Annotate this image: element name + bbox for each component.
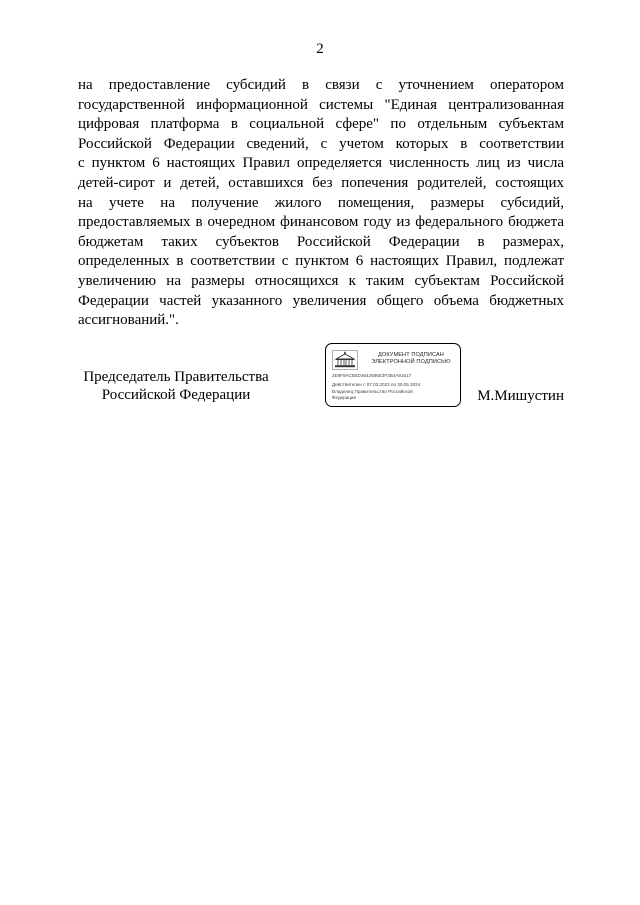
body-line: предоставляемых в очередном финансовом году из федерального бюджета [78,214,564,231]
body-line: на учете на получение жилого помещения, размеры субсидий, [78,194,564,211]
stamp-heading [364,352,458,366]
body-line: на предоставление субсидий в связи с уточнением оператором [78,77,564,93]
body-line: цифровая платформа в социальной сфере" по отдельным субъектам [78,116,564,133]
body-line: Российской Федерации сведений, с учетом которых в соответствии [78,135,564,152]
body-line: бюджетам таких субъектов Российской Федерации в размерах, [78,233,564,250]
page-number: 2 [316,41,324,57]
signatory-name: М.Мишустин [477,388,564,404]
body-line: государственной информационной системы "Единая централизованная [78,96,564,113]
stamp-validity-period: Действителен с 07.03.2023 по 30.05.2024 [332,382,421,387]
stamp-heading-line: ДОКУМЕНТ ПОДПИСАН [378,352,444,358]
signatory-title-line: Российской Федерации [101,387,251,403]
body-text [78,76,564,331]
body-line: детей-сирот и детей, оставшихся без попечения родителей, состоящих [78,174,564,191]
electronic-signature-stamp [325,343,461,407]
body-line: с пунктом 6 настоящих Правил определяется численность лиц из числа [78,155,564,172]
stamp-owner-continued: Федерации [332,395,357,400]
body-line: увеличению на размеры относящихся к таким субъектам Российской [78,272,564,289]
government-building-emblem-icon [332,350,358,370]
stamp-owner: Владелец Правительство Российской [332,389,413,394]
signatory-title-line: Председатель Правительства [83,369,269,385]
body-line-last: ассигнований.". [78,312,179,329]
signatory-title [62,368,290,404]
stamp-heading-line: ЭЛЕКТРОННОЙ ПОДПИСЬЮ [371,359,451,365]
body-line: Федерации частей указанного увеличения общего объема бюджетных [78,292,564,309]
stamp-certificate-serial: 2E8F9ACB5D4642686E3F3B4A91617 [332,373,412,378]
body-line: определенных в соответствии с пунктом 6 настоящих Правил, подлежат [78,253,564,270]
